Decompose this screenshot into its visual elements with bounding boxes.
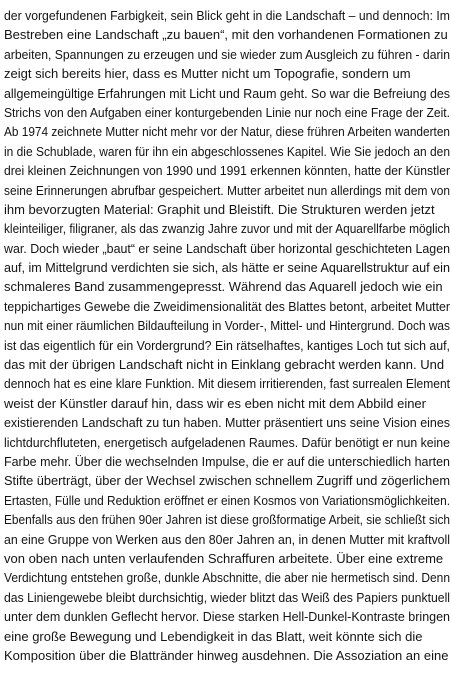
text-line: allgemeingültige Erfahrungen mit Licht und Raum geht. So war die Befreiung des	[4, 85, 450, 101]
text-line: war. Doch wieder „baut“ er seine Landschaft über horizontal geschichteten Lagen	[4, 240, 450, 256]
text-line: von oben nach unten verlaufenden Schraffuren arbeitete. Über eine extreme	[4, 550, 444, 566]
body-text	[4, 6, 451, 665]
text-line: Ebenfalls aus den frühen 90er Jahren ist diese großformatige Arbeit, sie schließt sich	[4, 512, 450, 528]
text-line: Farbe mehr. Über die wechselnden Impulse, die er auf die unterschiedlich harten	[4, 453, 450, 469]
text-line: lichtdurchfluteten, energetisch aufgeladenen Raumes. Dafür benötigt er nun keine	[4, 434, 450, 450]
text-line: kleinteiliger, filigraner, als das zwanzig Jahre zuvor und mit der Aquarellfarbe möglich	[4, 221, 450, 237]
text-line: schmaleres Band zusammengepresst. Während das Aquarell jedoch wie ein	[4, 279, 443, 295]
text-line: das mit der übrigen Landschaft nicht in Einklang gebracht werden kann. Und	[4, 357, 445, 373]
text-line: zeigt sich bereits hier, dass es Mutter nicht um Topografie, sondern um	[4, 66, 411, 82]
text-line: Komposition über die Blattränder hinweg ausdehnen. Die Assoziation an eine	[4, 647, 449, 663]
text-line: an eine Gruppe von Werken aus den 80er Jahren an, in denen Mutter mit kraftvoll	[4, 531, 450, 547]
text-line: Strichs von den Aufgaben einer konturgebenden Linie nur noch eine Frage der Zeit.	[4, 104, 450, 120]
text-line: ihm bevorzugten Material: Graphit und Bleistift. Die Strukturen werden jetzt	[4, 201, 435, 217]
text-line: der vorgefundenen Farbigkeit, sein Blick geht in die Landschaft – und dennoch: Im	[4, 8, 450, 23]
text-line: unter dem dunklen Geflecht hervor. Diese starken Hell-Dunkel-Kontraste bringen	[4, 609, 450, 625]
text-line: Stifte überträgt, über der Wechsel zwischen schnellem Zugriff und zögerlichem	[4, 473, 450, 489]
text-line: Ertasten, Fülle und Reduktion eröffnet er einen Kosmos von Variationsmöglichkeiten.	[4, 492, 450, 508]
text-line: Verdichtung entstehen große, dunkle Abschnitte, die aber nie hermetisch sind. Denn	[4, 570, 450, 586]
text-line: existierenden Landschaft zu tun haben. Mutter präsentiert uns seine Vision eines	[4, 415, 450, 431]
text-line: nun mit einer räumlichen Bildaufteilung in Vorder-, Mittel- und Hintergrund. Doch was	[4, 318, 450, 334]
text-line: Bestreben eine Landschaft „zu bauen“, mit den vorhandenen Formationen zu	[4, 27, 448, 43]
text-line: ist das eigentlich für ein Vordergrund? Ein rätselhaftes, kantiges Loch tut sich auf,	[4, 337, 450, 353]
text-line: seine Erinnerungen abrufbar gespeichert. Mutter arbeitet nun allerdings mit dem von	[4, 182, 450, 198]
text-line: teppichartiges Gewebe die Zweidimensionalität des Blattes betont, arbeitet Mutter	[4, 298, 450, 314]
text-line: auf, im Mittelgrund verdichten sie sich, als hätte er seine Aquarellstruktur auf ein	[4, 260, 450, 276]
text-line: in die Schublade, waren für ihn ein abgeschlossenes Kapitel. Wie Sie jedoch an den	[4, 143, 450, 159]
text-line: arbeiten, Spannungen zu erzeugen und sie wieder zum Ausgleich zu führen - darin	[4, 46, 450, 62]
text-line: das Liniengewebe bleibt durchsichtig, wieder blitzt das Weiß des Papiers punktuell	[4, 589, 450, 605]
text-line: dennoch hat es eine klare Funktion. Mit diesem irritierenden, fast surrealen Element	[4, 376, 450, 392]
text-line: drei kleinen Zeichnungen von 1990 und 1991 erkennen könnten, hatte der Künstler	[4, 163, 450, 179]
text-line: weist der Künstler darauf hin, dass wir es eben nicht mit dem Abbild einer	[4, 395, 426, 411]
text-line: eine große Bewegung und Lebendigkeit in das Blatt, weit könnte sich die	[4, 628, 423, 644]
text-line: Ab 1974 zeichnete Mutter nicht mehr vor der Natur, diese frühren Arbeiten wanderten	[4, 124, 450, 140]
